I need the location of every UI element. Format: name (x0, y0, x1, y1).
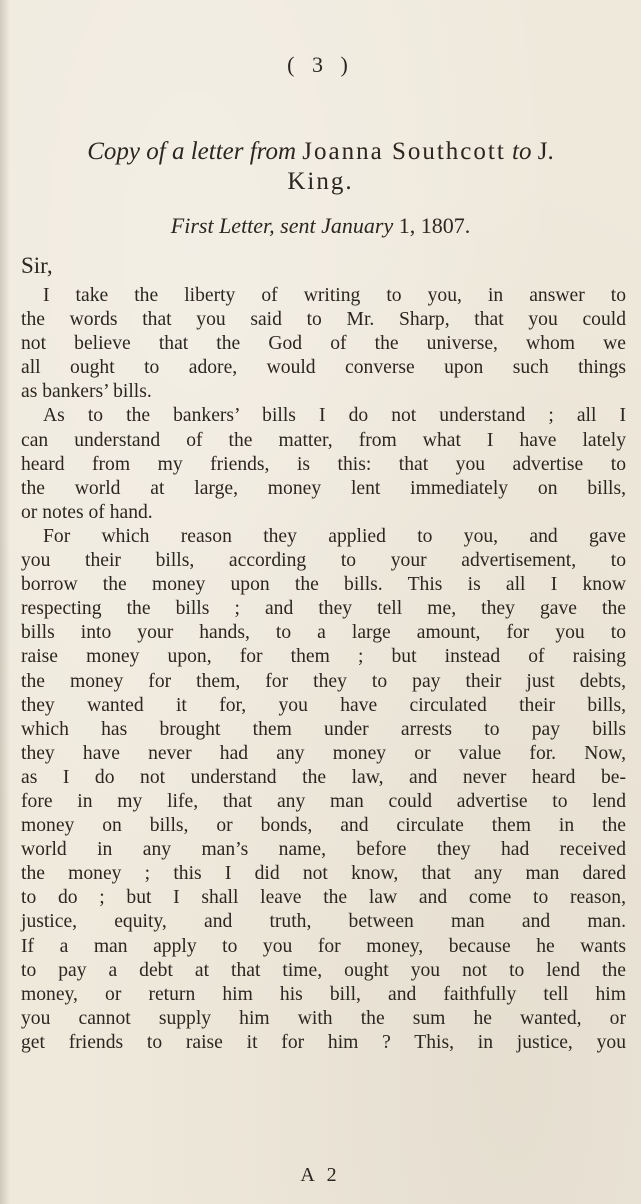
text-line: bills into your hands, to a large amount, for you to (21, 622, 626, 644)
text-line: borrow the money upon the bills. This is all I know (21, 574, 626, 596)
title-to: to (505, 138, 538, 165)
letter-subtitle (0, 213, 641, 239)
page-number: ( 3 ) (287, 52, 354, 77)
text-line: raise money upon, for them ; but instead of raising (21, 646, 626, 668)
text-line: can understand of the matter, from what I have lately (21, 429, 626, 451)
text-line: they have never had any money or value for. Now, (21, 742, 626, 764)
salutation: Sir, (21, 253, 53, 278)
text-line: the world at large, money lent immediately on bills, (21, 477, 626, 499)
text-line: fore in my life, that any man could advertise to lend (21, 790, 626, 812)
text-line: respecting the bills ; and they tell me, they gave the (21, 598, 626, 620)
text-line: you their bills, according to your advertisement, to (21, 550, 626, 572)
text-line: world in any man’s name, before they had received (21, 839, 626, 861)
text-line: they wanted it for, you have circulated their bills, (21, 694, 626, 716)
title-prefix: Copy of a letter from (87, 138, 303, 165)
text-line: which has brought them under arrests to pay bills (21, 718, 626, 740)
letter-title (0, 137, 641, 167)
title-author: Joanna Southcott (302, 138, 506, 165)
text-line: For which reason they applied to you, and gave (43, 525, 626, 547)
text-line: to do ; but I shall leave the law and come to reason, (21, 887, 626, 909)
letter-body (21, 284, 626, 1055)
text-line: As to the bankers’ bills I do not understand ; all I (43, 405, 626, 427)
text-line: I take the liberty of writing to you, in answer to (43, 285, 626, 306)
signature-mark: A 2 (300, 1164, 341, 1186)
text-line: heard from my friends, is this: that you advertise to (21, 453, 626, 475)
text-line: the words that you said to Mr. Sharp, that you could (21, 309, 626, 331)
text-line: money on bills, or bonds, and circulate them in the (21, 815, 626, 837)
text-line: the money ; this I did not know, that any man dared (21, 863, 626, 885)
text-line: If a man apply to you for money, because he wants (21, 935, 626, 957)
letter-title-line-2 (0, 167, 641, 197)
text-line: get friends to raise it for him ? This, in justice, you (21, 1031, 626, 1053)
subtitle-date: 1, 1807. (398, 213, 471, 238)
title-recipient-initial: J. (537, 138, 554, 165)
subtitle-lead: First Letter, sent January (170, 213, 399, 238)
text-line: not believe that the God of the universe, whom we (21, 333, 626, 355)
title-recipient-surname: King. (287, 168, 354, 195)
text-line: as bankers’ bills. (21, 381, 152, 403)
text-line: or notes of hand. (21, 501, 153, 523)
text-line: to pay a debt at that time, ought you not to lend the (21, 959, 626, 981)
text-line: money, or return him his bill, and faithfully tell him (21, 983, 626, 1005)
text-line: the money for them, for they to pay their just debts, (21, 670, 626, 692)
text-line: as I do not understand the law, and never heard be- (21, 766, 626, 788)
text-line: justice, equity, and truth, between man and man. (21, 911, 626, 933)
text-line: all ought to adore, would converse upon such things (21, 357, 626, 379)
text-line: you cannot supply him with the sum he wanted, or (21, 1007, 626, 1029)
